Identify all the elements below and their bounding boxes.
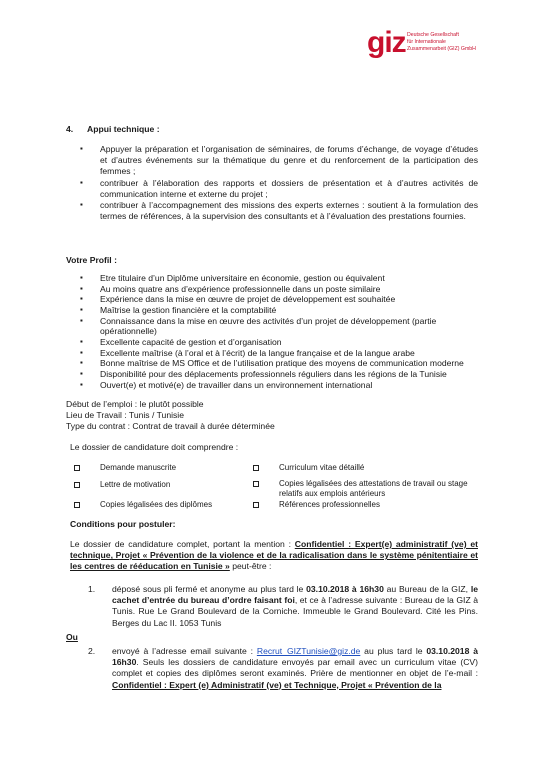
logo-line-1: Deutsche Gesellschaft (407, 32, 459, 38)
dossier-left-item: Lettre de motivation (74, 480, 170, 490)
section-4-list (80, 144, 478, 222)
ou-separator: Ou (66, 632, 78, 642)
profil-item: ▪ Excellente maîtrise (à l’oral et à l’écrit) de la langue française et de la langue arabe (80, 348, 480, 359)
condition-2-text: envoyé à l’adresse email suivante : Recrut_GIZTunisie@giz.de au plus tard le 03.10.2018 à 16h30. Seuls les dossiers de candidature envoyés par email avec un curriculum vitae (CV) complet et copies des diplômes seront examinés. Prière de mentionner en objet de l’e-mail : Confidentiel : Expert (e) Administratif (ve) et Technique, Projet « Prévention de la (112, 646, 478, 690)
profil-item: ▪ Ouvert(e) et motivé(e) de travailler dans un environnement international (80, 380, 480, 391)
profil-item: ▪ Au moins quatre ans d’expérience professionnelle dans un poste similaire (80, 284, 480, 295)
profil-list (80, 273, 480, 390)
profil-item: ▪ Bonne maîtrise de MS Office et de l’utilisation pratique des moyens de communication moderne (80, 358, 480, 369)
giz-logo-text (407, 32, 497, 52)
checkbox-icon (74, 502, 80, 508)
conditions-intro: Le dossier de candidature complet, portant la mention : Confidentiel : Expert(e) administratif (ve) et technique, Projet « Prévention de la violence et de la radicalisation dans le système pénitentiaire et les centres de rééducation en Tunisie » peut-être : (70, 539, 478, 572)
section-4-number: 4. (66, 124, 74, 134)
logo-line-2: für Internationale (407, 38, 446, 45)
dossier-left-item: Demande manuscrite (74, 463, 176, 473)
dossier-intro: Le dossier de candidature doit comprendre : (70, 442, 239, 452)
giz-logo (367, 26, 476, 59)
dossier-right-item: Copies légalisées des attestations de travail ou stage relatifs aux emplois antérieurs (253, 479, 475, 498)
condition-2-number: 2. (88, 646, 96, 656)
section-4-item: ▪ contribuer à l’accompagnement des missions des experts externes : soutient à la formulation des termes de références, à la supervision des consultants et à l’évaluation des prestations fournies. (80, 200, 478, 222)
profil-item: ▪ Connaissance dans la mise en œuvre des activités d’un projet de développement (partie opérationnelle) (80, 316, 480, 337)
dossier-right-item: Références professionnelles (253, 500, 380, 510)
condition-1-text: déposé sous pli fermé et anonyme au plus tard le 03.10.2018 à 16h30 au Bureau de la GIZ, le cachet d’entrée du bureau d’ordre faisant foi, et ce à l’adresse suivante : Bureau de la GIZ à Tunis. Rue Le Grand Boulevard de la Corniche. Immeuble le Grand Boulevard. Cité les Pins. Berges du Lac II. 1053 Tunis (112, 584, 479, 628)
profil-item: ▪ Excellente capacité de gestion et d’organisation (80, 337, 480, 348)
dossier-left-item: Copies légalisées des diplômes (74, 500, 212, 510)
section-4-title: Appui technique : (87, 124, 160, 134)
conditions-title: Conditions pour postuler: (70, 519, 176, 529)
profil-item: ▪ Disponibilité pour des déplacements professionnels réguliers dans les régions de la Tunisie (80, 369, 480, 380)
job-place: Lieu de Travail : Tunis / Tunisie (66, 410, 184, 420)
section-4-item: ▪ Appuyer la préparation et l’organisation de séminaires, de forums d’échange, de voyage d’études et d’autres événements sur la thématique du genre et du renforcement de la participation des femmes ; (80, 144, 478, 178)
profil-item: ▪ Expérience dans la mise en œuvre de projet de développement est souhaitée (80, 294, 480, 305)
profil-item: ▪ Etre titulaire d’un Diplôme universitaire en économie, gestion ou équivalent (80, 273, 480, 284)
job-contract: Type du contrat : Contrat de travail à durée déterminée (66, 421, 275, 431)
profil-item: ▪ Maîtrise la gestion financière et la comptabilité (80, 305, 480, 316)
condition-1-number: 1. (88, 584, 96, 594)
recruit-email-link[interactable]: Recrut_GIZTunisie@giz.de (256, 646, 361, 656)
checkbox-icon (253, 465, 259, 471)
checkbox-icon (74, 465, 80, 471)
dossier-right-item: Curriculum vitae détaillé (253, 463, 364, 473)
checkbox-icon (253, 502, 259, 508)
section-4-item: ▪ contribuer à l’élaboration des rapports et dossiers de présentation et à d’autres activités de communication interne et externe du projet ; (80, 178, 478, 200)
profil-title: Votre Profil : (66, 255, 117, 265)
checkbox-icon (74, 482, 80, 488)
checkbox-icon (253, 481, 259, 487)
giz-logo-mark: giz (367, 26, 406, 59)
job-start: Début de l’emploi : le plutôt possible (66, 399, 204, 409)
logo-line-3: Zusammenarbeit (GIZ) GmbH (407, 45, 476, 52)
